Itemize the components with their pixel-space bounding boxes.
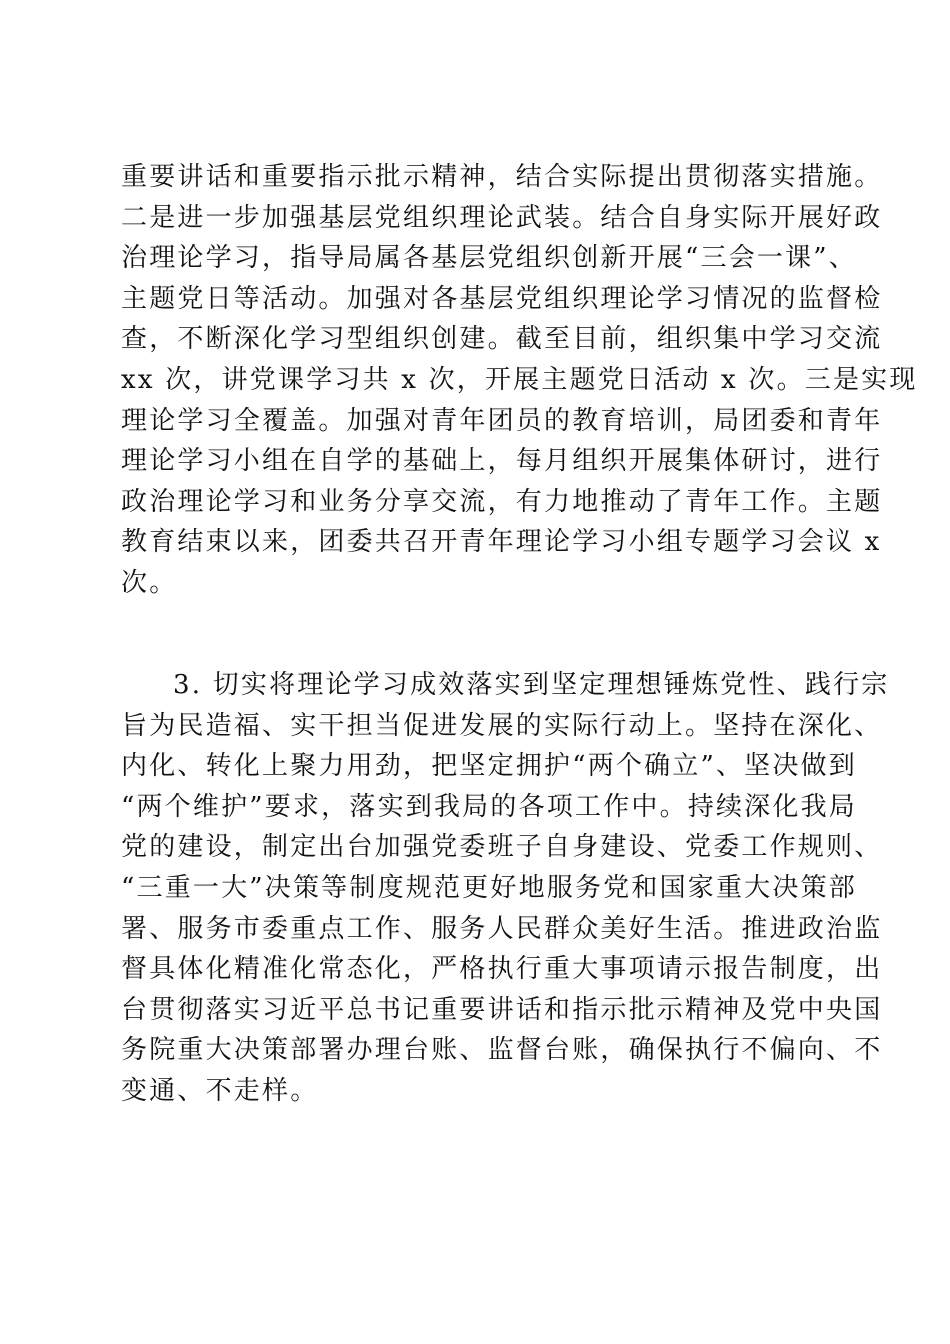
text-line: 政治理论学习和业务分享交流，有力地推动了青年工作。主题 <box>121 486 883 517</box>
text-line: “三重一大”决策等制度规范更好地服务党和国家重大决策部 <box>121 872 857 903</box>
text-line: “两个维护”要求，落实到我局的各项工作中。持续深化我局 <box>121 791 857 822</box>
text-line: 理论学习全覆盖。加强对青年团员的教育培训，局团委和青年 <box>121 405 883 436</box>
text-line: 务院重大决策部署办理台账、监督台账，确保执行不偏向、不 <box>121 1035 883 1066</box>
text-line: 重要讲话和重要指示批示精神，结合实际提出贯彻落实措施。 <box>121 162 883 192</box>
text-line: 旨为民造福、实干担当促进发展的实际行动上。坚持在深化、 <box>121 710 883 741</box>
text-line: 治理论学习，指导局属各基层党组织创新开展“三会一课”、 <box>121 243 857 274</box>
paragraph-1 <box>121 157 918 604</box>
text-line: 二是进一步加强基层党组织理论武装。结合自身实际开展好政 <box>121 202 883 233</box>
text-line: 台贯彻落实习近平总书记重要讲话和指示批示精神及党中央国 <box>121 994 883 1025</box>
text-line: 主题党日等活动。加强对各基层党组织理论学习情况的监督检 <box>121 283 883 314</box>
paragraph-2 <box>121 665 890 1112</box>
text-line: 查，不断深化学习型组织创建。截至目前，组织集中学习交流 <box>121 324 883 355</box>
text-line: 党的建设，制定出台加强党委班子自身建设、党委工作规则、 <box>121 832 883 863</box>
text-line: 教育结束以来，团委共召开青年理论学习小组专题学习会议 x <box>121 527 882 558</box>
text-line: 理论学习小组在自学的基础上，每月组织开展集体研讨，进行 <box>121 446 883 477</box>
text-line: 内化、转化上聚力用劲，把坚定拥护“两个确立”、坚决做到 <box>121 751 857 782</box>
text-line: 次。 <box>121 567 178 598</box>
text-line: xx 次，讲党课学习共 x 次，开展主题党日活动 x 次。三是实现 <box>121 364 918 395</box>
text-line: 署、服务市委重点工作、服务人民群众美好生活。推进政治监 <box>121 913 883 944</box>
text-line: 督具体化精准化常态化，严格执行重大事项请示报告制度，出 <box>121 954 883 985</box>
text-line: 3. 切实将理论学习成效落实到坚定理想锤炼党性、践行宗 <box>173 670 890 700</box>
text-line: 变通、不走样。 <box>121 1075 319 1106</box>
